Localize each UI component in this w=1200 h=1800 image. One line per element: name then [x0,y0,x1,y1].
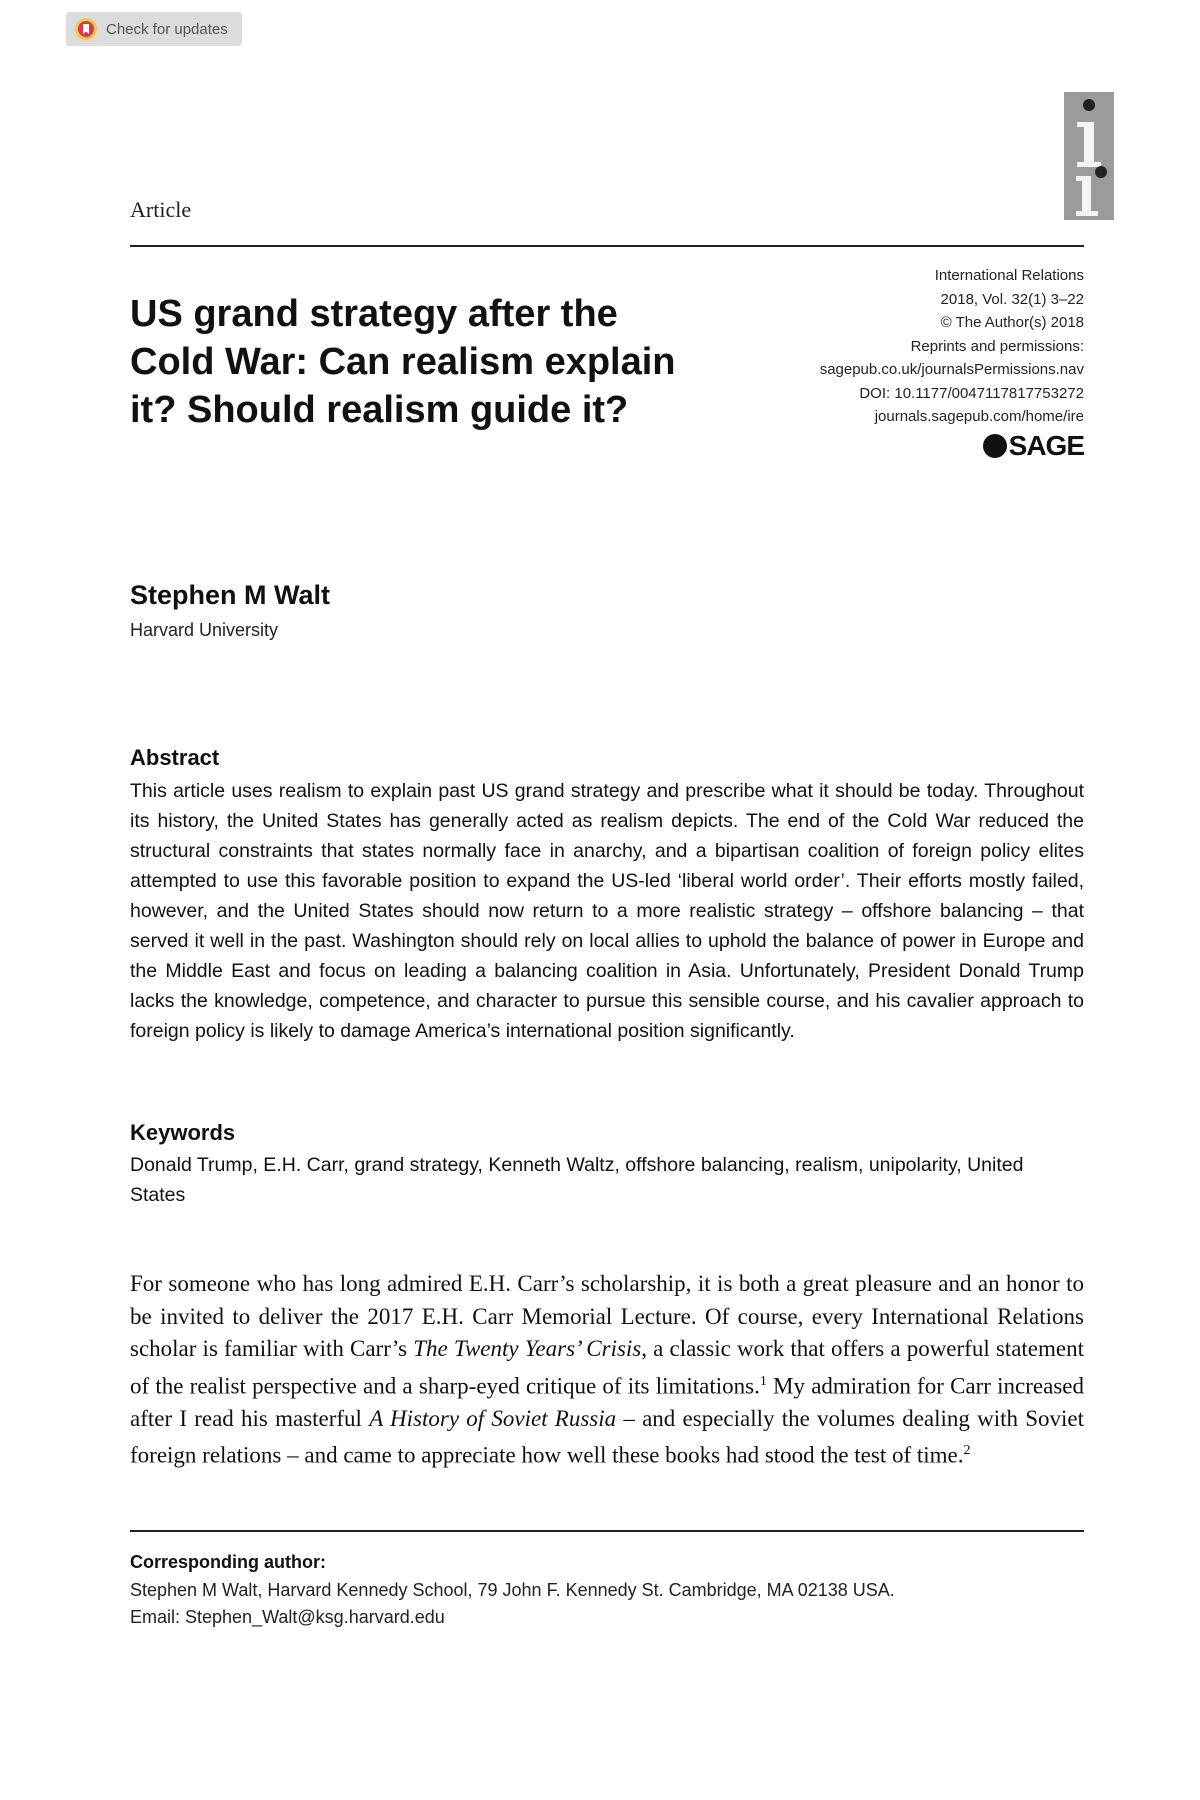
corresponding-author-address: Stephen M Walt, Harvard Kennedy School, 79 John F. Kennedy St. Cambridge, MA 02138 USA. [130,1580,895,1600]
reprints-line: Reprints and permissions: [910,337,1084,355]
book-title: A History of Soviet Russia [369,1405,617,1431]
book-title: The Twenty Years’ Crisis [413,1336,642,1361]
corresponding-author-heading: Corresponding author: [130,1552,326,1572]
journal-home-link[interactable]: journals.sagepub.com/home/ire [874,408,1084,425]
abstract-heading: Abstract [130,745,220,770]
article-type-label: Article [130,197,192,222]
journal-name: International Relations [934,267,1084,284]
sage-globe-icon [983,434,1007,458]
ir-logo-icon [1064,92,1114,220]
bookmark-refresh-icon [74,17,98,41]
footnote-marker[interactable]: 2 [963,1443,971,1459]
permissions-link[interactable]: sagepub.co.uk/journalsPermissions.nav [819,361,1084,378]
copyright-line: © The Author(s) 2018 [940,314,1084,331]
article-title: US grand strategy after the Cold War: Can realism explain it? Should realism guide it? [130,293,676,431]
body-paragraph [130,1268,1084,1472]
check-for-updates-button[interactable] [66,12,242,46]
keywords-text: Donald Trump, E.H. Carr, grand strategy, Kenneth Waltz, offshore balancing, realism, unipolarity, United States [130,1154,1024,1206]
sage-logo-text: SAGE [1008,430,1084,461]
footnote-marker[interactable]: 1 [759,1373,767,1389]
journal-volume: 2018, Vol. 32(1) 3–22 [940,290,1084,308]
doi-link[interactable]: DOI: 10.1177/0047117817753272 [859,384,1084,402]
body-text-part: For someone who has long admired E.H. Carr’s scholarship, it is both a great pleasure and an honor to be invited to deliver the 2017 E.H. Carr Memorial Lecture. Of course, every International Relations scholar is familiar with Carr’s [130,1271,1084,1361]
author-name: Stephen M Walt [130,580,330,610]
sage-publisher-logo [983,430,1084,462]
body-text-part: My admiration for Carr increased after I read his masterful [130,1373,1084,1431]
author-affiliation: Harvard University [130,620,279,640]
keywords-heading: Keywords [130,1120,236,1145]
body-text-part: , a classic work that offers a powerful statement of the realist perspective and a sharp-eyed critique of its limitations. [130,1336,1084,1399]
journal-logo [1064,92,1114,220]
abstract-text: This article uses realism to explain past US grand strategy and prescribe what it should be today. Throughout its history, the United States has generally acted as realism depicts. The end of the Cold War reduced the structural constraints that states normally face in anarchy, and a bipartisan coalition of foreign policy elites attempted to use this favorable position to expand the US-led ‘liberal world order’. Their efforts mostly failed, however, and the United States should now return to a more realistic strategy – offshore balancing – that served it well in the past. Washington should rely on local allies to uphold the balance of power in Europe and the Middle East and focus on leading a balancing coalition in Asia. Unfortunately, President Donald Trump lacks the knowledge, competence, and character to pursue this sensible course, and his cavalier approach to foreign policy is likely to damage America’s international position significantly. [130,780,1084,1042]
body-text-part: – and especially the volumes dealing with Soviet foreign relations – and came to appreciate how well these books had stood the test of time. [130,1405,1085,1468]
footnote-divider [130,1530,1084,1532]
header-divider [130,245,1084,247]
journal-metadata [684,264,1084,429]
check-for-updates-label: Check for updates [106,20,228,38]
corresponding-author-email[interactable]: Email: Stephen_Walt@ksg.harvard.edu [130,1607,445,1627]
